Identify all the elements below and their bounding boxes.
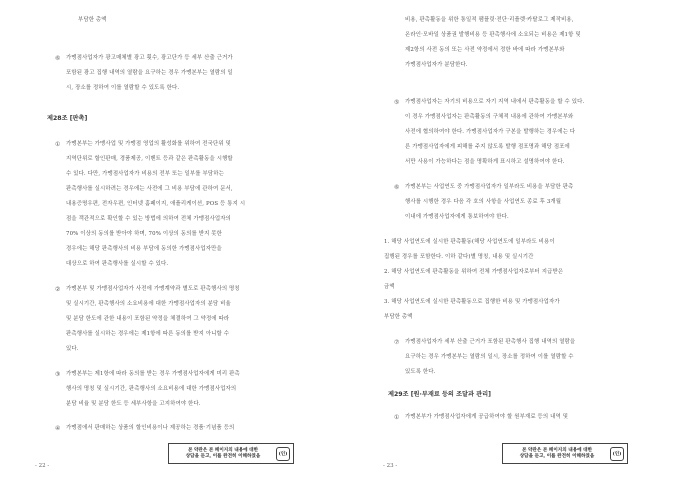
paragraph-number: ③ [55, 371, 61, 378]
body-text-line: 가맹점에서 판매하는 상품의 할인비용이나 제공하는 경품·기념품 등의 [66, 425, 235, 431]
article-heading: 제29조 [원·부재료 등의 조달과 관리] [388, 391, 491, 398]
paragraph-number: ⑦ [394, 339, 400, 346]
stamp-text [172, 448, 274, 460]
paragraph-number: ⑥ [55, 55, 61, 62]
body-text-line: 70% 이상의 동의를 받아야 하며, 70% 이상의 동의를 받지 못한 [66, 231, 223, 237]
body-text-line: 및 분담 한도에 관한 내용이 포함된 약정을 체결하여 그 약정에 따라 [66, 316, 230, 322]
body-text-line: 있다. [66, 346, 79, 352]
stamp-text-line: 상담을 듣고, 이를 완전히 이해하였음 [185, 453, 261, 459]
body-text-line: 판촉행사를 실시하려는 경우에는 사전에 그 비용 부담에 관하여 문서, [66, 186, 233, 192]
body-text-line: 내용증명우편, 전자우편, 인터넷 홈페이지, 애플리케이션, POS 등 통지 시 [66, 201, 246, 207]
consent-stamp-box [502, 443, 628, 464]
body-text-line: 가맹점사업자가 광고매체별 광고 횟수, 광고단가 등 세부 산출 근거가 [66, 55, 233, 61]
list-item-line: 3. 해당 사업연도에 실시한 판촉활동으로 집행한 비용 및 가맹점사업자가 [384, 299, 560, 305]
body-text-line: 행사를 시행한 경우 다음 각 호의 사항을 사업연도 종료 후 3개월 [405, 199, 562, 205]
body-text-line: 행사의 명칭 및 실시기간, 판촉행사의 소요비용에 대한 가맹점사업자의 [66, 386, 237, 392]
paragraph-number: ⑥ [394, 184, 400, 191]
body-text-line: 분담 비율 및 분담 한도 등 세부사항을 고지하여야 한다. [66, 401, 201, 407]
body-text-line: 비용, 판촉활동을 위한 통일적 팸플릿·전단·리플렛·카탈로그 제작비용, [405, 17, 574, 23]
body-text-line: 가맹점사업자가 분담한다. [405, 62, 468, 68]
stamp-text-line: 상담을 듣고, 이를 완전히 이해하였음 [519, 453, 595, 459]
body-text-line: 가맹점사업자는 자기의 비용으로 자기 지역 내에서 판촉활동을 할 수 있다. [405, 99, 585, 105]
list-item-line: 금액 [384, 284, 395, 290]
body-text-line: 제2항의 사전 동의 또는 사전 약정에서 정한 바에 따라 가맹본부와 [405, 47, 565, 53]
page-number: - 23 - [383, 463, 398, 469]
body-text-line: 가맹본부 및 가맹점사업자가 사전에 가맹계약과 별도로 판촉행사의 명칭 [66, 286, 240, 292]
body-text-line: 온라인·모바일 상품권 발행비용 등 판촉행사에 소요되는 비용은 제1항 및 [405, 32, 581, 38]
list-item-line: 부담한 총액 [384, 314, 413, 320]
body-text-line: 시, 장소를 정하여 이를 열람할 수 있도록 한다. [66, 85, 180, 91]
right-page [340, 0, 680, 481]
article-heading: 제28조 [판촉] [47, 115, 88, 122]
stamp-text-line: 본 약관은 본 페이지의 내용에 대한 [521, 447, 593, 453]
consent-stamp-box [168, 443, 294, 464]
list-item-line: 1. 해당 사업연도에 실시한 판촉활동(해당 사업연도에 일부라도 비용이 [384, 239, 555, 245]
body-text-line: 사전에 협의하여야 한다. 가맹점사업자가 구본을 발행하는 경우에는 다 [405, 129, 576, 135]
paragraph-number: ④ [55, 425, 61, 432]
body-text-line: 가맹본부는 가맹사업 및 가맹점 영업의 활성화를 위하여 전국단위 및 [66, 141, 231, 147]
body-text-line: 부담한 총액 [78, 17, 107, 23]
body-text-line: 가맹본부는 제1항에 따라 동의를 받는 경우 가맹점사업자에게 미리 판촉 [66, 371, 240, 377]
body-text-line: 경우에는 해당 판촉행사의 비용 부담에 동의한 가맹점사업자만을 [66, 246, 222, 252]
body-text-line: 있도록 한다. [405, 369, 436, 375]
body-text-line: 이 경우 가맹점사업자는 판촉활동의 구체적 내용에 관하여 가맹본부와 [405, 114, 574, 120]
body-text-line: 가맹본부는 사업연도 중 가맹점사업자가 일부라도 비용을 부담한 판촉 [405, 184, 574, 190]
stamp-text [506, 448, 608, 460]
body-text-line: 서만 사용이 가능하다는 점을 명확하게 표시하고 설명하여야 한다. [405, 159, 565, 165]
stamp-text-line: 본 약관은 본 페이지의 내용에 대한 [187, 447, 259, 453]
body-text-line: 른 가맹점사업자에게 피해를 주지 않도록 발행 점포명과 해당 점포에 [405, 144, 570, 150]
list-item-line: 집행된 경우를 포함한다. 이하 같다)별 명칭, 내용 및 실시기간 [384, 254, 534, 260]
body-text-line: 포함된 광고 집행 내역의 열람을 요구하는 경우 가맹본부는 열람의 일 [66, 70, 233, 76]
seal-mark: (인) [610, 447, 624, 461]
paragraph-number: ⑤ [394, 99, 400, 106]
body-text-line: 판촉행사를 실시하는 경우에는 제1항에 따른 동의를 받지 아니할 수 [66, 331, 230, 337]
page-number: - 22 - [35, 463, 50, 469]
list-item-line: 2. 해당 사업연도에 판촉활동을 위하여 전체 가맹점사업자로부터 지급받은 [384, 269, 564, 275]
body-text-line: 수 있다. 다만, 가맹점사업자가 비용의 전부 또는 일부를 부담하는 [66, 171, 224, 177]
seal-mark: (인) [276, 447, 290, 461]
paragraph-number: ② [55, 286, 61, 293]
body-text-line: 및 실시기간, 판촉행사의 소요비용에 대한 가맹점사업자의 분담 비율 [66, 301, 231, 307]
body-text-line: 가맹점사업자가 세부 산출 근거가 포함된 판촉행사 집행 내역의 열람을 [405, 339, 576, 345]
body-text-line: 점을 객관적으로 확인할 수 있는 방법에 의하여 전체 가맹점사업자의 [66, 216, 231, 222]
body-text-line: 가맹본부가 가맹점사업자에게 공급하여야 할 원부재료 등의 내역 및 [405, 414, 569, 420]
body-text-line: 요구하는 경우 가맹본부는 열람의 일시, 장소를 정하여 이를 열람할 수 [405, 354, 574, 360]
body-text-line: 지역단위로 할인판매, 경품제공, 이벤트 등과 같은 판촉활동을 시행할 [66, 156, 233, 162]
body-text-line: 대상으로 하여 판촉행사를 실시할 수 있다. [66, 261, 169, 267]
body-text-line: 이내에 가맹점사업자에게 통보하여야 한다. [405, 214, 509, 220]
paragraph-number: ① [55, 141, 61, 148]
paragraph-number: ① [394, 414, 400, 421]
